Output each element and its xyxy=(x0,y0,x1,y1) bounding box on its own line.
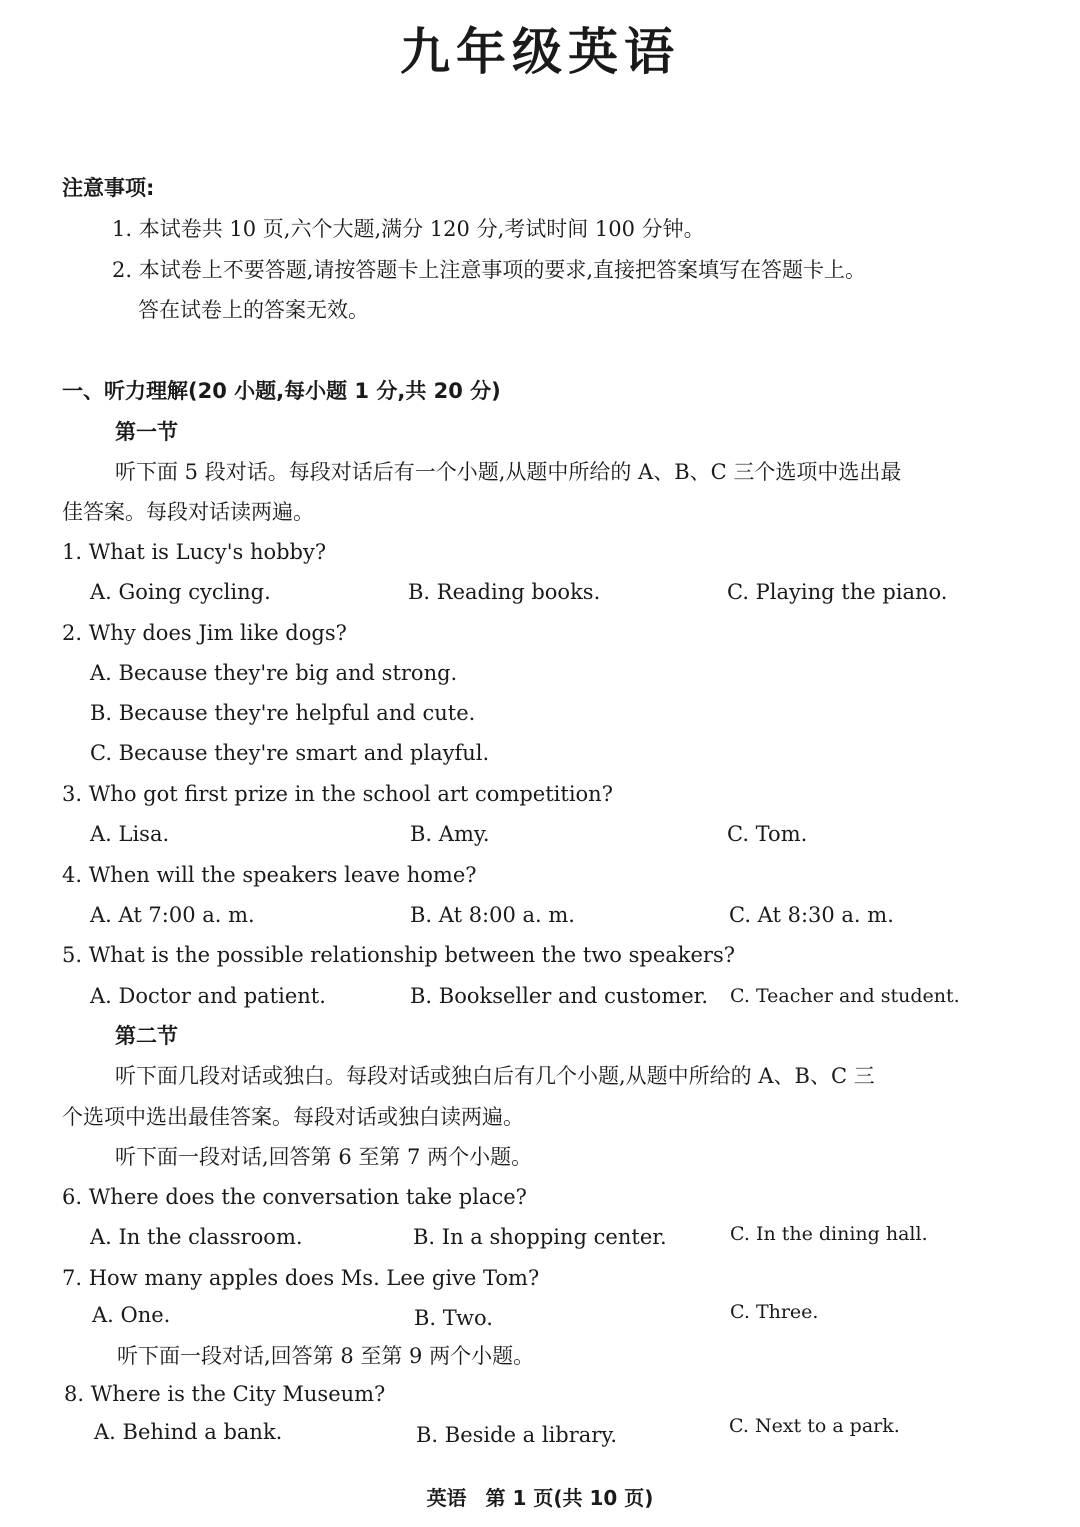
question-3-option-b: B. Amy. xyxy=(410,822,490,846)
question-2-option-b: B. Because they're helpful and cute. xyxy=(90,701,476,725)
question-2: 2. Why does Jim like dogs? xyxy=(62,621,347,645)
notice-item-2-cont: 答在试卷上的答案无效。 xyxy=(138,298,369,322)
question-3: 3. Who got first prize in the school art competition? xyxy=(62,782,613,806)
section1-instructions-line2: 佳答案。每段对话读两遍。 xyxy=(62,500,314,524)
question-5-option-a: A. Doctor and patient. xyxy=(90,984,326,1008)
question-2-option-a: A. Because they're big and strong. xyxy=(90,661,458,685)
footer-subject: 英语 xyxy=(426,1486,467,1510)
question-6-option-c: C. In the dining hall. xyxy=(730,1223,928,1245)
question-7-option-b: B. Two. xyxy=(414,1306,493,1330)
part1-heading: 一、听力理解(20 小题,每小题 1 分,共 20 分) xyxy=(62,379,501,403)
group-instruction-6-7: 听下面一段对话,回答第 6 至第 7 两个小题。 xyxy=(115,1145,533,1169)
question-4-option-b: B. At 8:00 a. m. xyxy=(410,903,575,927)
question-1-option-b: B. Reading books. xyxy=(408,580,601,604)
question-7-option-c: C. Three. xyxy=(730,1301,819,1323)
question-4-option-a: A. At 7:00 a. m. xyxy=(90,903,255,927)
question-8-option-a: A. Behind a bank. xyxy=(94,1420,283,1444)
question-3-option-c: C. Tom. xyxy=(727,822,808,846)
page-title: 九年级英语 xyxy=(400,23,680,81)
section1-instructions-line1: 听下面 5 段对话。每段对话后有一个小题,从题中所给的 A、B、C 三个选项中选出最 xyxy=(115,460,902,484)
section2-instructions-line1: 听下面几段对话或独白。每段对话或独白后有几个小题,从题中所给的 A、B、C 三 xyxy=(115,1064,875,1088)
question-5: 5. What is the possible relationship between the two speakers? xyxy=(62,943,736,967)
question-8: 8. Where is the City Museum? xyxy=(64,1382,386,1406)
section2-heading: 第二节 xyxy=(115,1024,178,1048)
question-3-option-a: A. Lisa. xyxy=(90,822,170,846)
question-6-option-b: B. In a shopping center. xyxy=(413,1225,667,1249)
question-8-option-c: C. Next to a park. xyxy=(729,1415,900,1437)
question-5-option-b: B. Bookseller and customer. xyxy=(410,984,709,1008)
question-5-option-c: C. Teacher and student. xyxy=(730,985,960,1007)
question-1: 1. What is Lucy's hobby? xyxy=(62,540,327,564)
question-4: 4. When will the speakers leave home? xyxy=(62,863,477,887)
page-footer xyxy=(0,1484,1080,1512)
question-1-option-a: A. Going cycling. xyxy=(90,580,271,604)
question-6-option-a: A. In the classroom. xyxy=(90,1225,303,1249)
footer-page-number: 第 1 页(共 10 页) xyxy=(485,1486,654,1510)
question-6: 6. Where does the conversation take place? xyxy=(62,1185,527,1209)
section1-heading: 第一节 xyxy=(115,420,178,444)
question-2-option-c: C. Because they're smart and playful. xyxy=(90,741,490,765)
question-7: 7. How many apples does Ms. Lee give Tom? xyxy=(62,1266,540,1290)
question-1-option-c: C. Playing the piano. xyxy=(727,580,948,604)
section2-instructions-line2: 个选项中选出最佳答案。每段对话或独白读两遍。 xyxy=(62,1105,524,1129)
notice-heading: 注意事项: xyxy=(62,176,155,200)
question-7-option-a: A. One. xyxy=(92,1303,171,1327)
question-8-option-b: B. Beside a library. xyxy=(416,1423,618,1447)
group-instruction-8-9: 听下面一段对话,回答第 8 至第 9 两个小题。 xyxy=(117,1344,535,1368)
question-4-option-c: C. At 8:30 a. m. xyxy=(729,903,894,927)
notice-item-2: 2. 本试卷上不要答题,请按答题卡上注意事项的要求,直接把答案填写在答题卡上。 xyxy=(112,258,867,282)
notice-item-1: 1. 本试卷共 10 页,六个大题,满分 120 分,考试时间 100 分钟。 xyxy=(112,217,705,241)
